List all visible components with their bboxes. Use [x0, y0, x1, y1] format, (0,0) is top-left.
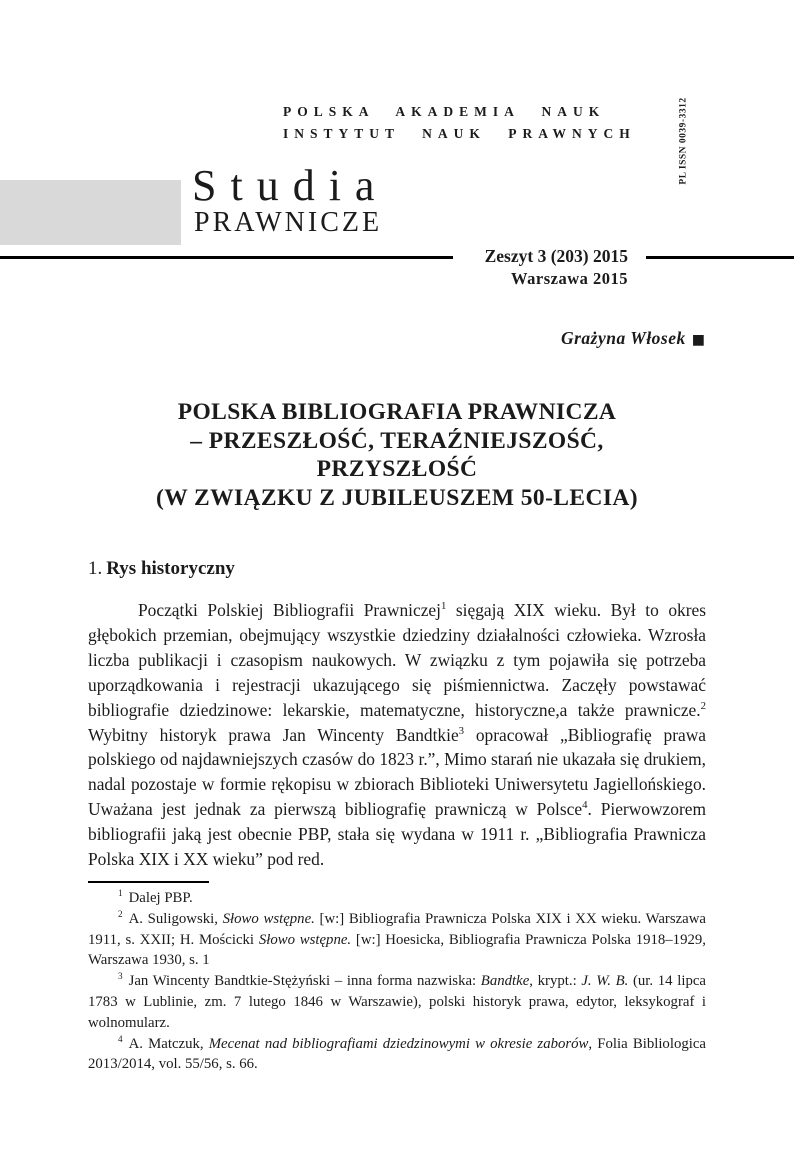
author-square-marker: ■ — [691, 332, 705, 348]
masthead-rule-left — [0, 256, 453, 259]
footnote: $^1$ Dalej PBP. — [118, 888, 193, 906]
issue-number: Zeszyt 3 (203) 2015 — [484, 246, 628, 266]
section-heading — [88, 558, 235, 580]
publisher-line-1: POLSKA AKADEMIA NAUK — [283, 104, 606, 119]
body-paragraph: Początki Polskiej Bibliografii Prawniczej$^1$ sięgają XIX wieku. Był to okres głębokich przemian, obejmujący wszystkie dziedziny działalności człowieka. Wzrosła liczba publikacji i czasopism naukowych. W związku z tym pojawiła się potrzeba uporządkowania i rejestracji ukazującego się piśmiennictwa. Zaczęły powstawać bibliografie dziedzinowe: lekarskie, matematyczne, historyczne,a także prawnicze.$^2$ Wybitny historyk prawa Jan Wincenty Bandtkie$^3$ opracował „Bibliografię prawa polskiego od najdawniejszych czasów do 1823 r.”, Mimo starań nie ukazała się drukiem, nadal pozostaje w formie rękopisu w zbiorach Biblioteki Uniwersytetu Jagiellońskiego. Uważana jest jednak za pierwszą bibliografię prawniczą w Polsce$^4$. Pierwowzorem bibliografii jaką jest obecnie PBP, stała się wydana w 1911 r. „Bibliografia Prawnicza Polska XIX i XX wieku” pod red. — [88, 600, 706, 870]
title-line-3: PRZYSZŁOŚĆ — [316, 456, 478, 482]
title-line-4: (W ZWIĄZKU Z JUBILEUSZEM 50-LECIA) — [156, 484, 638, 511]
footnotes — [88, 888, 706, 1075]
place-year: Warszawa 2015 — [511, 269, 628, 288]
section-number: 1. — [88, 558, 103, 579]
issn-label: PL ISSN 0039-3312 — [678, 97, 689, 185]
publisher-block — [283, 101, 636, 145]
title-line-1: POLSKA BIBLIOGRAFIA PRAWNICZA — [177, 399, 617, 425]
author-line — [561, 328, 705, 349]
footnote: $^3$ Jan Wincenty Bandtkie-Stężyński – inna forma nazwiska: Bandtke, krypt.: J. W. B. (ur. 14 lipca 1783 w Lublinie, zm. 7 lutego 1846 w Warszawie), polski historyk prawa, edytor, leksykograf i wolnomularz. — [88, 971, 706, 1031]
author-name: Grażyna Włosek — [560, 328, 686, 348]
issue-block — [485, 245, 628, 290]
journal-title-line1: Studia — [192, 161, 389, 210]
publisher-line-2: INSTYTUT NAUK PRAWNYCH — [283, 126, 636, 141]
masthead-rule-right — [646, 256, 794, 259]
footnote: $^2$ A. Suligowski, Słowo wstępne. [w:] Bibliografia Prawnicza Polska XIX i XX wieku. Warszawa 1911, s. XXII; H. Mościcki Słowo wstępne. [w:] Hoesicka, Bibliografia Prawnicza Polska 1918–1929, Warszawa 1930, s. 1 — [88, 908, 706, 969]
title-line-2: – PRZESZŁOŚĆ, TERAŹNIEJSZOŚĆ, — [190, 427, 604, 454]
footnote: $^4$ A. Matczuk, Mecenat nad bibliografiami dziedzinowymi w okresie zaborów, Folia Bibliologica 2013/2014, vol. 55/56, s. 66. — [88, 1033, 706, 1073]
footnote-separator-rule — [88, 881, 209, 883]
section-title: Rys historyczny — [106, 558, 235, 579]
masthead-gray-band — [0, 180, 181, 245]
journal-title-line2: PRAWNICZE — [194, 207, 383, 238]
article-title — [88, 398, 706, 512]
